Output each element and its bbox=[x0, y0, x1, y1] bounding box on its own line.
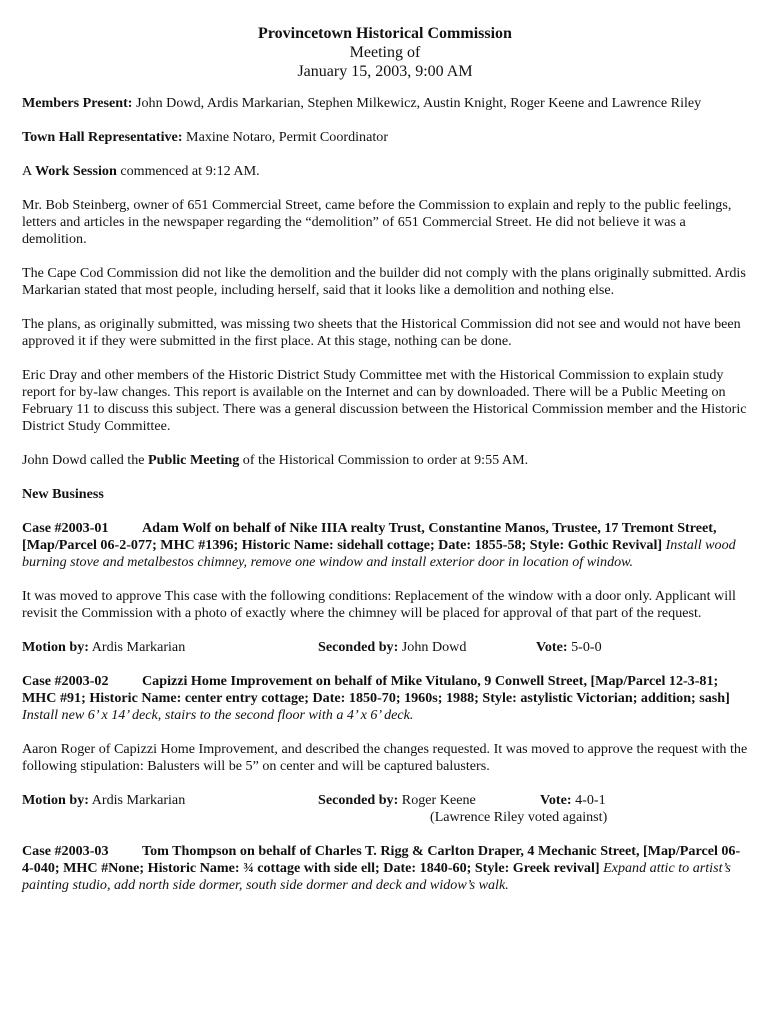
work-session bbox=[22, 163, 748, 180]
public-meeting-post: of the Historical Commission to order at 9:55 AM. bbox=[239, 452, 529, 468]
motion-by-label: Motion by: bbox=[22, 792, 89, 808]
seconded-by-value: John Dowd bbox=[398, 639, 467, 655]
case-title: Adam Wolf on behalf of Nike IIIA realty Trust, Constantine Manos, Trustee, 17 Tremont Street, [Map/Parcel 06-2-077; MHC #1396; Historic Name: sidehall cottage; Date: 1855-58; Style: Gothic Revival] bbox=[22, 520, 717, 553]
vote-label: Vote: bbox=[540, 792, 572, 808]
seconded-by-label: Seconded by: bbox=[318, 792, 399, 808]
new-business-heading bbox=[22, 486, 748, 503]
vote bbox=[536, 639, 602, 656]
public-meeting-label: Public Meeting bbox=[148, 452, 240, 468]
case-description: Install wood burning stove and metalbestos chimney, remove one window and install exterior door in location of window. bbox=[22, 537, 736, 570]
motion-by-value: Ardis Markarian bbox=[88, 792, 186, 808]
vote-value: 4-0-1 bbox=[571, 792, 606, 808]
document-subtitle: Meeting of bbox=[349, 44, 421, 61]
motion-by-value: Ardis Markarian bbox=[88, 639, 186, 655]
case-description: Expand attic to artist’s painting studio, add north side dormer, south side dormer and deck and widow’s walk. bbox=[22, 860, 731, 893]
paragraph-study-committee: Eric Dray and other members of the Historic District Study Committee met with the Historical Commission to explain study report for by-law changes. This report is available on the Internet and can by downloaded. There will be a Public Meeting on February 11 to discuss this subject. There was a general discussion between the Historical Commission member and the Historic District Study Committee. bbox=[22, 367, 747, 434]
motion-by-label: Motion by: bbox=[22, 639, 89, 655]
case-heading bbox=[22, 673, 748, 724]
seconded-by bbox=[318, 639, 536, 656]
work-session-post: commenced at 9:12 AM. bbox=[116, 163, 260, 179]
work-session-label: Work Session bbox=[34, 163, 117, 179]
motion-by bbox=[22, 792, 318, 809]
public-meeting-pre: John Dowd called the bbox=[22, 452, 149, 468]
case-number: Case #2003-03 bbox=[22, 843, 109, 859]
vote bbox=[540, 792, 606, 809]
public-meeting bbox=[22, 452, 748, 469]
document-title: Provincetown Historical Commission bbox=[258, 25, 512, 42]
seconded-by bbox=[318, 792, 540, 809]
members-present-value: John Dowd, Ardis Markarian, Stephen Milkewicz, Austin Knight, Roger Keene and Lawrence Riley bbox=[132, 95, 702, 111]
work-session-pre: A bbox=[22, 163, 35, 179]
document-header bbox=[22, 24, 748, 81]
motion-by bbox=[22, 639, 318, 656]
motion-row bbox=[22, 792, 748, 809]
paragraph-cape-cod-commission: The Cape Cod Commission did not like the demolition and the builder did not comply with the plans originally submitted. Ardis Markarian stated that most people, including herself, said that it looks like a demolition and nothing else. bbox=[22, 265, 746, 298]
case-heading bbox=[22, 520, 748, 571]
vote-label: Vote: bbox=[536, 639, 568, 655]
paragraph-steinberg: Mr. Bob Steinberg, owner of 651 Commercial Street, came before the Commission to explain and reply to the public feelings, letters and articles in the newspaper regarding the “demolition” of 651 Commercial Street. He did not believe it was a demolition. bbox=[22, 197, 732, 247]
case-discussion: Aaron Roger of Capizzi Home Improvement, and described the changes requested. It was moved to approve the request with the following stipulation: Balusters will be 5” on center and will be captured balusters. bbox=[22, 741, 748, 774]
case-discussion: It was moved to approve This case with the following conditions: Replacement of the window with a door only. Applicant will revisit the Commission with a photo of exactly where the chimney will be placed for approval of that part of the request. bbox=[22, 588, 736, 621]
paragraph-plans: The plans, as originally submitted, was missing two sheets that the Historical Commission did not see and would not have been approved it if they were submitted in the first place. At this stage, nothing can be done. bbox=[22, 316, 741, 349]
case-number: Case #2003-01 bbox=[22, 520, 109, 536]
case-heading bbox=[22, 843, 748, 894]
members-present bbox=[22, 95, 748, 112]
new-business-label: New Business bbox=[22, 486, 104, 502]
case-title: Capizzi Home Improvement on behalf of Mike Vitulano, 9 Conwell Street, [Map/Parcel 12-3-81; MHC #91; Historic Name: center entry cottage; Date: 1850-70; 1960s; 1988; Style: astylistic Victorian; addition; sash] bbox=[22, 673, 730, 706]
seconded-by-value: Roger Keene bbox=[398, 792, 476, 808]
vote-note: (Lawrence Riley voted against) bbox=[430, 809, 608, 825]
case-number: Case #2003-02 bbox=[22, 673, 109, 689]
motion-row bbox=[22, 639, 748, 656]
town-hall-representative-label: Town Hall Representative: bbox=[22, 129, 183, 145]
town-hall-representative-value: Maxine Notaro, Permit Coordinator bbox=[182, 129, 389, 145]
case-title: Tom Thompson on behalf of Charles T. Rigg & Carlton Draper, 4 Mechanic Street, [Map/Parcel 06-4-040; MHC #None; Historic Name: ¾ cottage with side ell; Date: 1840-60; Style: Greek revival] bbox=[22, 843, 741, 876]
case-description: Install new 6’ x 14’ deck, stairs to the second floor with a 4’ x 6’ deck. bbox=[22, 707, 414, 723]
town-hall-representative bbox=[22, 129, 748, 146]
vote-value: 5-0-0 bbox=[567, 639, 602, 655]
seconded-by-label: Seconded by: bbox=[318, 639, 399, 655]
meeting-date: January 15, 2003, 9:00 AM bbox=[297, 63, 473, 80]
members-present-label: Members Present: bbox=[22, 95, 133, 111]
